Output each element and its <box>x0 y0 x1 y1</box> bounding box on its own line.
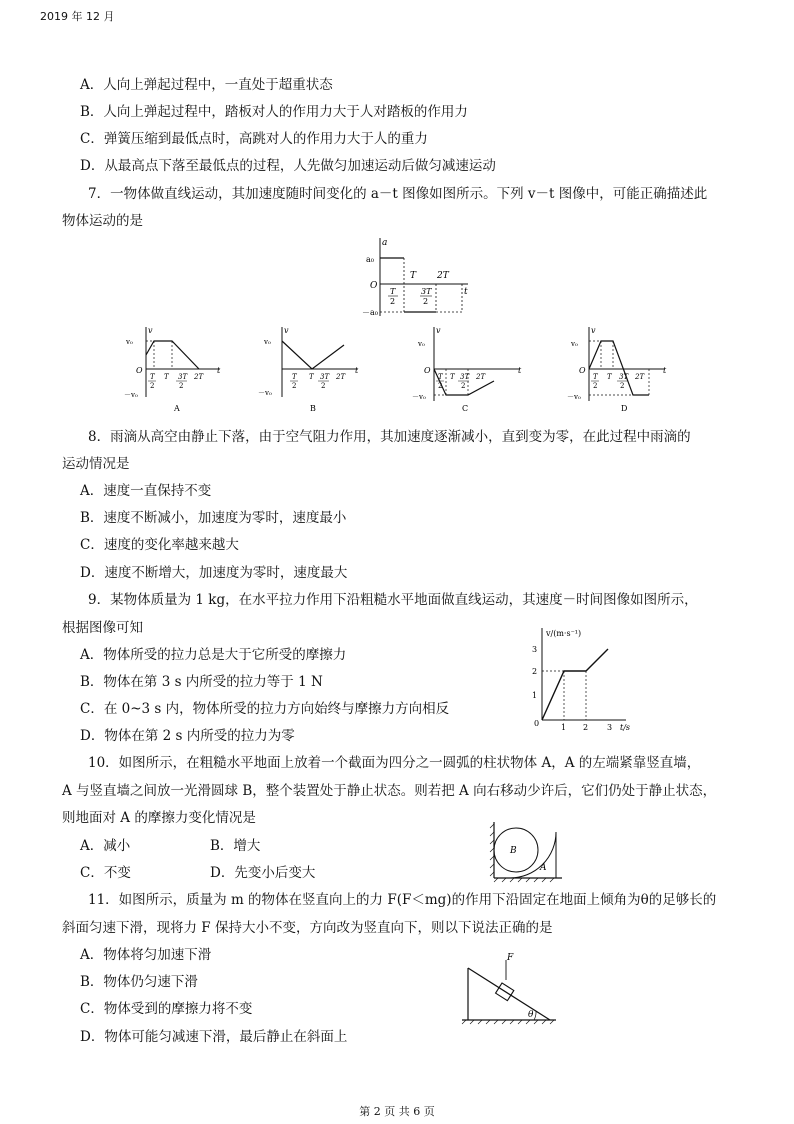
q7-stem-line2: 物体运动的是 <box>62 213 143 229</box>
q7-vt-graph-a <box>124 323 224 415</box>
q10-fig-label-b: B <box>510 846 517 856</box>
svg-text:2: 2 <box>292 382 297 390</box>
svg-text:－v₀: －v₀ <box>567 393 581 401</box>
svg-text:O: O <box>424 366 431 375</box>
svg-text:v₀: v₀ <box>418 340 425 348</box>
q7-at-tick-T: T <box>410 271 417 281</box>
q10-option-a: A．减小 <box>80 838 131 854</box>
svg-text:2: 2 <box>620 382 625 390</box>
q7-at-tick-2T: 2T <box>437 271 449 281</box>
svg-text:v: v <box>284 326 289 335</box>
q8-option-a: A．速度一直保持不变 <box>80 483 212 499</box>
q7-vt-label-a: A <box>174 404 180 413</box>
svg-text:3T: 3T <box>460 373 470 381</box>
q7-vt-graph-d <box>565 323 675 415</box>
q11-fig-label-f: F <box>507 953 514 963</box>
svg-text:3T: 3T <box>619 373 629 381</box>
q7-at-graph <box>352 236 482 320</box>
svg-text:3: 3 <box>607 723 613 732</box>
svg-text:T: T <box>438 373 443 381</box>
svg-text:v: v <box>436 326 441 335</box>
svg-text:2: 2 <box>583 723 589 732</box>
q9-vt-graph <box>528 626 638 732</box>
q8-stem-line2: 运动情况是 <box>62 456 130 472</box>
svg-text:－v₀: －v₀ <box>258 389 272 397</box>
q11-stem-line2: 斜面匀速下滑，现将力 F 保持大小不变，方向改为竖直向下，则以下说法正确的是 <box>62 920 553 936</box>
svg-text:3T: 3T <box>178 373 188 381</box>
q9-graph-ylabel: v/(m·s⁻¹) <box>546 629 582 638</box>
q10-option-d: D．先变小后变大 <box>210 865 316 881</box>
q6-option-b: B．人向上弹起过程中，踏板对人的作用力大于人对踏板的作用力 <box>80 104 468 120</box>
q7-at-tick-3half-den: 2 <box>423 297 429 306</box>
q7-at-tick-half-num: T <box>390 287 396 296</box>
q7-at-a0: a₀ <box>366 255 374 264</box>
svg-text:2T: 2T <box>476 373 486 381</box>
q8-option-c: C．速度的变化率越来越大 <box>80 537 239 553</box>
q11-stem-line1: 11．如图所示，质量为 m 的物体在竖直向上的力 F(F＜mg)的作用下沿固定在地面上倾角为θ的足够长的 <box>88 892 717 908</box>
svg-text:3T: 3T <box>320 373 330 381</box>
q7-at-axis-t: t <box>464 287 468 297</box>
svg-text:－v₀: －v₀ <box>124 391 138 399</box>
page-header-date: 2019 年 12 月 <box>40 10 115 23</box>
svg-text:2: 2 <box>593 382 598 390</box>
svg-text:2T: 2T <box>194 373 204 381</box>
q9-option-a: A．物体所受的拉力总是大于它所受的摩擦力 <box>80 647 347 663</box>
svg-text:v₀: v₀ <box>571 340 578 348</box>
q11-figure <box>456 950 562 1028</box>
q8-option-b: B．速度不断减小，加速度为零时，速度最小 <box>80 510 347 526</box>
svg-text:t: t <box>217 366 221 375</box>
q7-at-tick-3half-num: 3T <box>421 287 432 296</box>
q10-option-b: B．增大 <box>210 838 261 854</box>
q11-fig-label-theta: θ <box>528 1010 534 1020</box>
svg-text:v₀: v₀ <box>126 338 133 346</box>
svg-text:t: t <box>663 366 667 375</box>
q11-option-c: C．物体受到的摩擦力将不变 <box>80 1001 253 1017</box>
q7-stem-line1: 7．一物体做直线运动，其加速度随时间变化的 a－t 图像如图所示。下列 v－t 图像中，可能正确描述此 <box>88 186 708 202</box>
q11-option-d: D．物体可能匀减速下滑，最后静止在斜面上 <box>80 1029 348 1045</box>
q10-stem-line2: A 与竖直墙之间放一光滑圆球 B，整个装置处于静止状态。则若把 A 向右移动少许后，它们仍处于静止状态， <box>62 783 717 799</box>
q10-fig-label-a: A <box>540 863 547 873</box>
q9-option-d: D．物体在第 2 s 内所受的拉力为零 <box>80 728 295 744</box>
svg-text:2: 2 <box>438 382 443 390</box>
svg-text:T: T <box>164 373 169 381</box>
q10-option-c: C．不变 <box>80 865 131 881</box>
q10-figure <box>490 818 566 884</box>
q9-stem-line2: 根据图像可知 <box>62 620 143 636</box>
q7-vt-label-b: B <box>310 404 316 413</box>
svg-text:v₀: v₀ <box>264 338 271 346</box>
svg-text:T: T <box>593 373 598 381</box>
svg-text:2: 2 <box>532 667 538 676</box>
svg-text:t: t <box>355 366 359 375</box>
q10-stem-line1: 10．如图所示，在粗糙水平地面上放着一个截面为四分之一圆弧的柱状物体 A，A 的左端紧靠竖直墙， <box>88 755 701 771</box>
q7-vt-graph-b <box>254 323 364 415</box>
svg-text:T: T <box>150 373 155 381</box>
svg-text:2T: 2T <box>336 373 346 381</box>
svg-text:3: 3 <box>532 645 538 654</box>
svg-text:O: O <box>579 366 586 375</box>
page-footer: 第 2 页 共 6 页 <box>359 1105 435 1118</box>
q9-graph-xlabel: t/s <box>620 723 631 732</box>
q11-option-a: A．物体将匀加速下滑 <box>80 947 212 963</box>
q7-at-origin: O <box>370 281 378 291</box>
q7-vt-label-c: C <box>462 404 469 413</box>
svg-text:O: O <box>136 366 143 375</box>
svg-text:－v₀: －v₀ <box>412 393 426 401</box>
svg-text:v: v <box>148 326 153 335</box>
svg-text:t: t <box>518 366 522 375</box>
svg-text:2: 2 <box>321 382 326 390</box>
q8-stem-line1: 8．雨滴从高空由静止下落，由于空气阻力作用，其加速度逐渐减小，直到变为零，在此过程中雨滴的 <box>88 429 691 445</box>
svg-text:0: 0 <box>534 719 540 728</box>
q7-at-neg-a0: －a₀ <box>362 308 378 317</box>
q9-stem-line1: 9．某物体质量为 1 kg，在水平拉力作用下沿粗糙水平地面做直线运动，其速度－时间图像如图所示， <box>88 592 698 608</box>
q9-option-b: B．物体在第 3 s 内所受的拉力等于 1 N <box>80 674 323 690</box>
svg-text:T: T <box>607 373 612 381</box>
svg-text:v: v <box>591 326 596 335</box>
q9-option-c: C．在 0~3 s 内，物体所受的拉力方向始终与摩擦力方向相反 <box>80 701 450 717</box>
svg-text:2: 2 <box>461 382 466 390</box>
svg-text:T: T <box>450 373 455 381</box>
q7-vt-graph-c <box>404 323 524 415</box>
q10-stem-line3: 则地面对 A 的摩擦力变化情况是 <box>62 810 256 826</box>
q7-at-tick-half-den: 2 <box>390 297 396 306</box>
svg-text:T: T <box>309 373 314 381</box>
q6-option-c: C．弹簧压缩到最低点时，高跳对人的作用力大于人的重力 <box>80 131 428 147</box>
q7-at-axis-a: a <box>382 238 388 248</box>
svg-text:T: T <box>292 373 297 381</box>
svg-text:2T: 2T <box>635 373 645 381</box>
svg-text:1: 1 <box>561 723 567 732</box>
q7-vt-label-d: D <box>621 404 628 413</box>
q6-option-d: D．从最高点下落至最低点的过程，人先做匀加速运动后做匀减速运动 <box>80 158 496 174</box>
q11-option-b: B．物体仍匀速下滑 <box>80 974 198 990</box>
q6-option-a: A．人向上弹起过程中，一直处于超重状态 <box>80 77 333 93</box>
svg-text:2: 2 <box>150 382 155 390</box>
q8-option-d: D．速度不断增大，加速度为零时，速度最大 <box>80 565 348 581</box>
svg-text:1: 1 <box>532 691 538 700</box>
svg-text:2: 2 <box>179 382 184 390</box>
